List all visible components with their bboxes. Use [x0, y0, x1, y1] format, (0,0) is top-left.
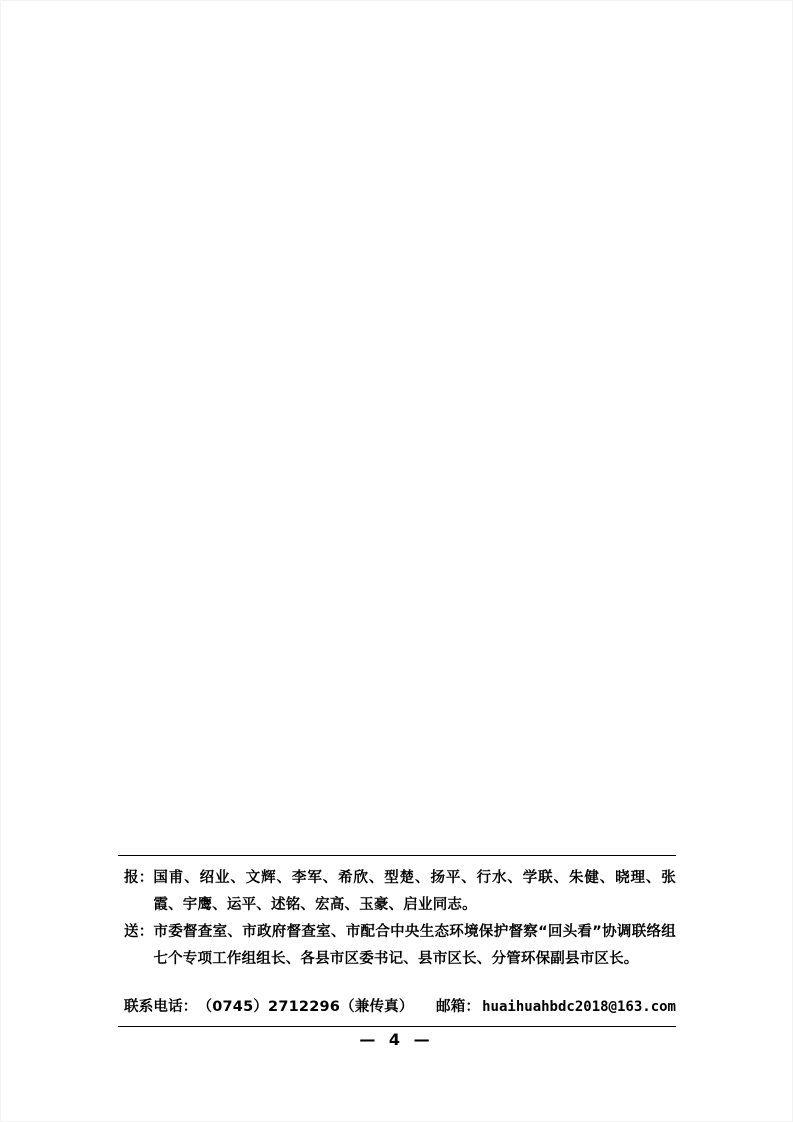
footer-bottom-rule — [118, 1026, 676, 1027]
contact-phone-label: 联系电话： — [124, 999, 198, 1015]
distribution-rows — [118, 856, 676, 981]
distribution-row-report — [118, 865, 676, 919]
report-recipients: 国甫、绍业、文辉、李军、希欣、型楚、扬平、行水、学联、朱健、晓理、张霞、宇鹰、运平、述铭、宏高、玉豪、启业同志。 — [153, 870, 676, 913]
contact-email-value: huaihuahbdc2018@163.com — [482, 999, 676, 1015]
contact-email-label: 邮箱： — [436, 999, 481, 1015]
distribution-footer — [118, 855, 676, 1027]
page-number: — 4 — — [359, 1030, 434, 1049]
distribution-row-send — [118, 919, 676, 973]
contact-phone-value: （0745）2712296（兼传真） — [197, 999, 414, 1015]
send-label: 送： — [124, 924, 154, 940]
send-recipients: 市委督查室、市政府督查室、市配合中央生态环境保护督察“回头看”协调联络组七个专项工作组组长、各县市区委书记、县市区长、分管环保副县市区长。 — [153, 924, 676, 967]
contact-line — [118, 981, 676, 1026]
report-label: 报： — [124, 870, 154, 886]
